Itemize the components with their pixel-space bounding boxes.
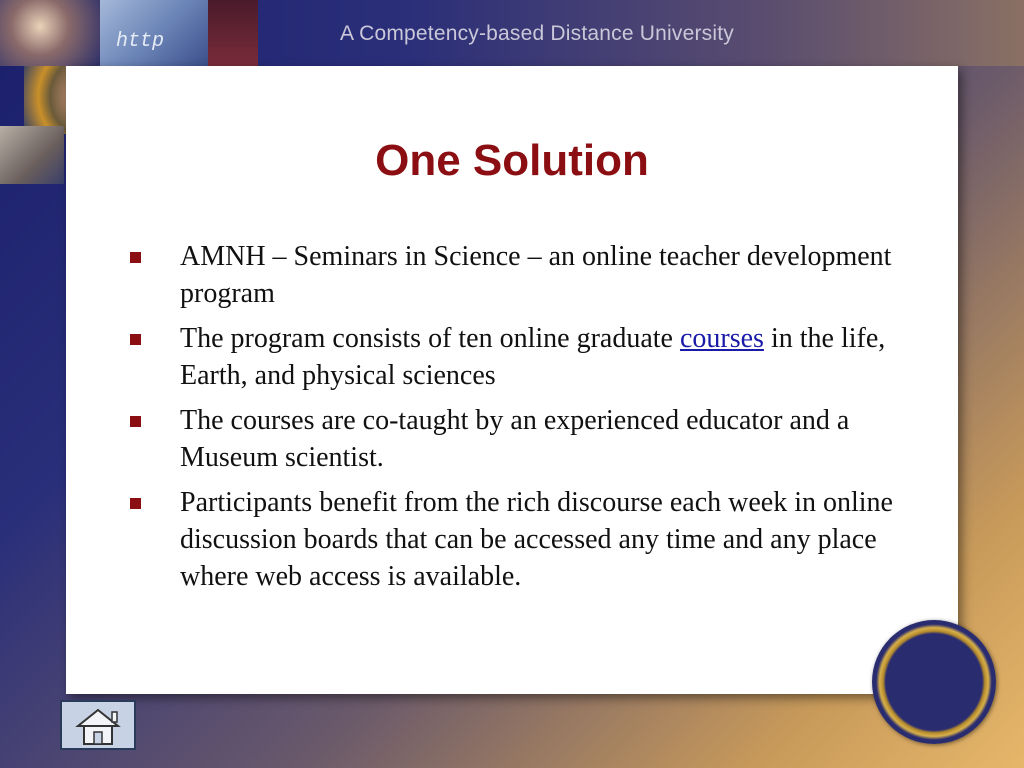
bullet-square-icon [130,252,141,263]
home-icon [62,702,134,748]
collage-photo-people [0,0,100,66]
bullet-square-icon [130,498,141,509]
collage-photo-strip [208,0,258,66]
bullet-item [130,484,920,595]
bullet-text: The courses are co-taught by an experienced educator and a Museum scientist. [180,405,850,473]
collage-http-text: http [116,30,165,53]
tagline: A Competency-based Distance University [340,22,734,45]
bullet-item [130,402,920,476]
bullet-text-before: The program consists of ten online graduate [180,323,680,354]
bullet-item [130,238,920,312]
content-panel [66,66,958,694]
bullet-square-icon [130,416,141,427]
bullet-square-icon [130,334,141,345]
bullet-text-after: in the life, Earth, and physical sciences [180,323,886,391]
slide-title: One Solution [375,136,649,185]
collage-photo-http [100,0,208,66]
bullet-list [130,238,920,603]
bullet-text: Participants benefit from the rich discourse each week in online discussion boards that can be accessed any time and any place where web access is available. [180,487,893,592]
bullet-item [130,320,920,394]
home-button[interactable] [60,700,136,750]
bullet-text: AMNH – Seminars in Science – an online teacher development program [180,241,892,309]
courses-link[interactable]: courses [679,323,764,354]
wgu-seal-logo [872,620,996,744]
collage-photo-worker [0,126,64,184]
